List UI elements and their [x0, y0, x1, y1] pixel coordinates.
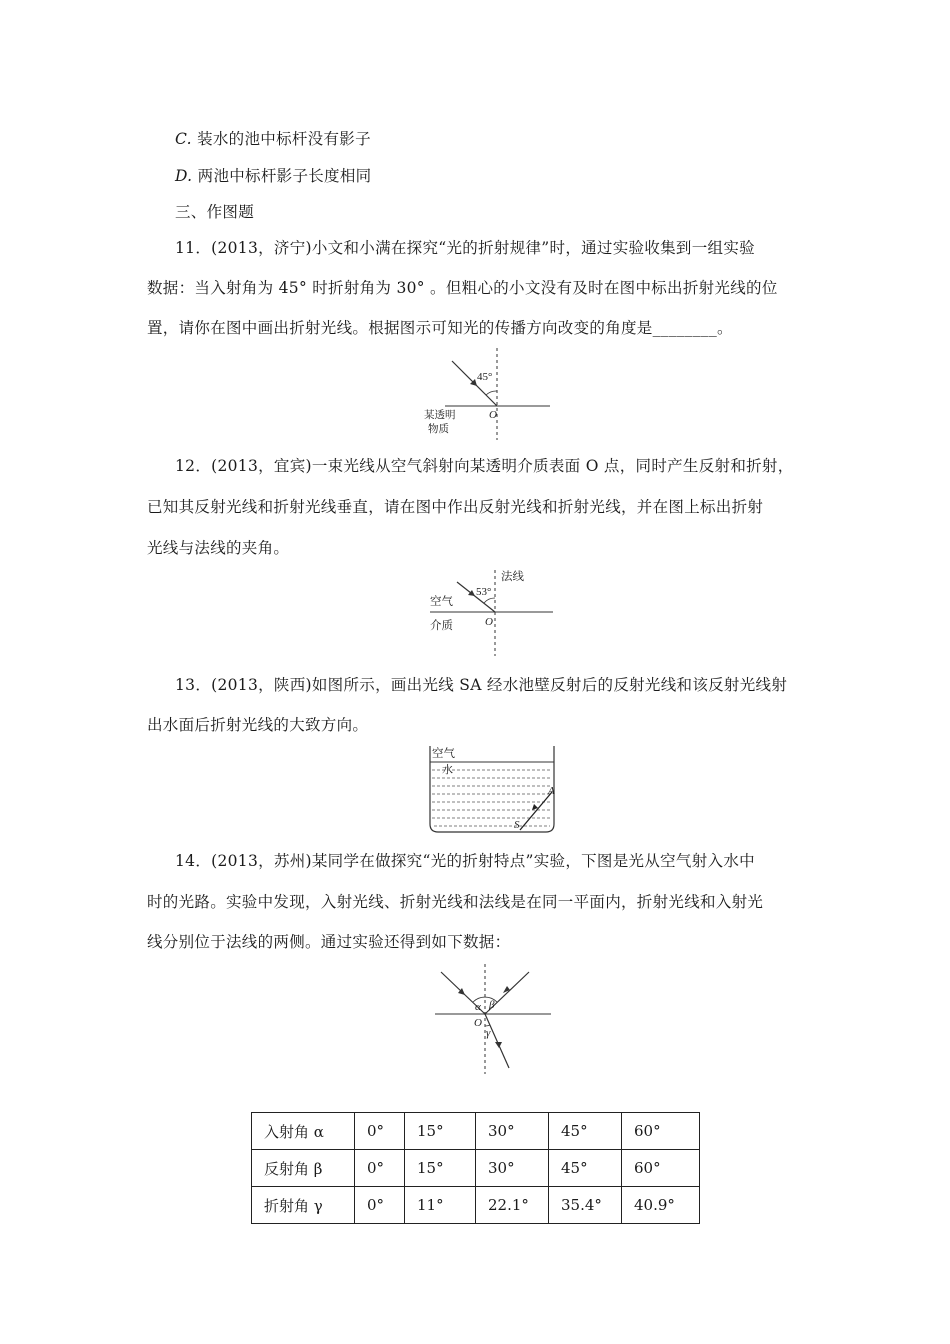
q14-line-1: 14．(2013，苏州)某同学在做探究“光的折射特点”实验，下图是光从空气射入水中 — [175, 852, 755, 870]
table-cell: 60° — [622, 1113, 700, 1150]
q12-figure — [425, 568, 555, 658]
q12-air-label: 空气 — [430, 596, 453, 608]
q12-line-3: 光线与法线的夹角。 — [147, 539, 290, 557]
q13-line-2: 出水面后折射光线的大致方向。 — [147, 716, 369, 734]
q11-medium-label-1: 某透明 — [424, 410, 456, 421]
q13-figure — [428, 744, 558, 834]
option-c-letter: C. — [175, 130, 192, 148]
option-d-text: 两池中标杆影子长度相同 — [197, 167, 372, 185]
table-cell: 22.1° — [476, 1187, 549, 1224]
q12-line-1: 12．(2013，宜宾)一束光线从空气斜射向某透明介质表面 O 点，同时产生反射和折射， — [175, 457, 794, 475]
table-cell: 0° — [355, 1113, 405, 1150]
q14-origin-label: O — [474, 1017, 482, 1029]
table-cell: 45° — [549, 1113, 622, 1150]
q14-gamma-label: γ — [486, 1027, 491, 1039]
table-cell: 0° — [355, 1150, 405, 1187]
table-cell: 60° — [622, 1150, 700, 1187]
q13-line-1: 13．(2013，陕西)如图所示，画出光线 SA 经水池壁反射后的反射光线和该反射光线射 — [175, 676, 788, 694]
q14-beta-label: β — [489, 999, 495, 1011]
section-title: 三、作图题 — [175, 203, 255, 221]
q13-air-label: 空气 — [432, 748, 455, 760]
q11-medium-label-2: 物质 — [428, 424, 449, 435]
q12-angle-label: 53° — [476, 586, 492, 598]
option-d — [175, 164, 371, 186]
q11-figure — [424, 348, 550, 443]
option-d-letter: D. — [175, 167, 193, 185]
q11-line-3: 置，请你在图中画出折射光线。根据图示可知光的传播方向改变的角度是________。 — [147, 319, 733, 337]
table-cell: 0° — [355, 1187, 405, 1224]
q13-point-a: A — [548, 785, 555, 797]
q14-figure — [433, 964, 553, 1076]
q11-line-1: 11．(2013，济宁)小文和小满在探究“光的折射规律”时，通过实验收集到一组实验 — [175, 239, 755, 257]
table-cell: 入射角 α — [252, 1113, 355, 1150]
q14-data-table — [251, 1112, 700, 1224]
table-cell: 反射角 β — [252, 1150, 355, 1187]
q11-line-2: 数据：当入射角为 45° 时折射角为 30° 。但粗心的小文没有及时在图中标出折射光线的位 — [147, 279, 778, 297]
table-cell: 30° — [476, 1150, 549, 1187]
table-cell: 35.4° — [549, 1187, 622, 1224]
q13-point-s: S — [514, 819, 520, 831]
table-row — [252, 1187, 700, 1224]
q13-water-label: 水 — [442, 764, 453, 776]
table-cell: 40.9° — [622, 1187, 700, 1224]
q12-medium-label: 介质 — [430, 620, 453, 632]
q12-line-2: 已知其反射光线和折射光线垂直，请在图中作出反射光线和折射光线，并在图上标出折射 — [147, 498, 764, 516]
table-row — [252, 1113, 700, 1150]
table-cell: 折射角 γ — [252, 1187, 355, 1224]
option-c-text: 装水的池中标杆没有影子 — [197, 130, 371, 148]
option-c — [175, 127, 371, 149]
q14-line-2: 时的光路。实验中发现，入射光线、折射光线和法线是在同一平面内，折射光线和入射光 — [147, 893, 764, 911]
q14-line-3: 线分别位于法线的两侧。通过实验还得到如下数据： — [147, 933, 511, 951]
q11-angle-label: 45° — [477, 371, 493, 383]
q12-origin-label: O — [485, 616, 493, 628]
table-cell: 30° — [476, 1113, 549, 1150]
q12-normal-label: 法线 — [501, 571, 524, 583]
table-cell: 15° — [405, 1150, 476, 1187]
q11-origin-label: O — [489, 409, 497, 421]
table-row — [252, 1150, 700, 1187]
table-cell: 45° — [549, 1150, 622, 1187]
table-cell: 15° — [405, 1113, 476, 1150]
table-cell: 11° — [405, 1187, 476, 1224]
q14-alpha-label: α — [475, 1001, 481, 1013]
